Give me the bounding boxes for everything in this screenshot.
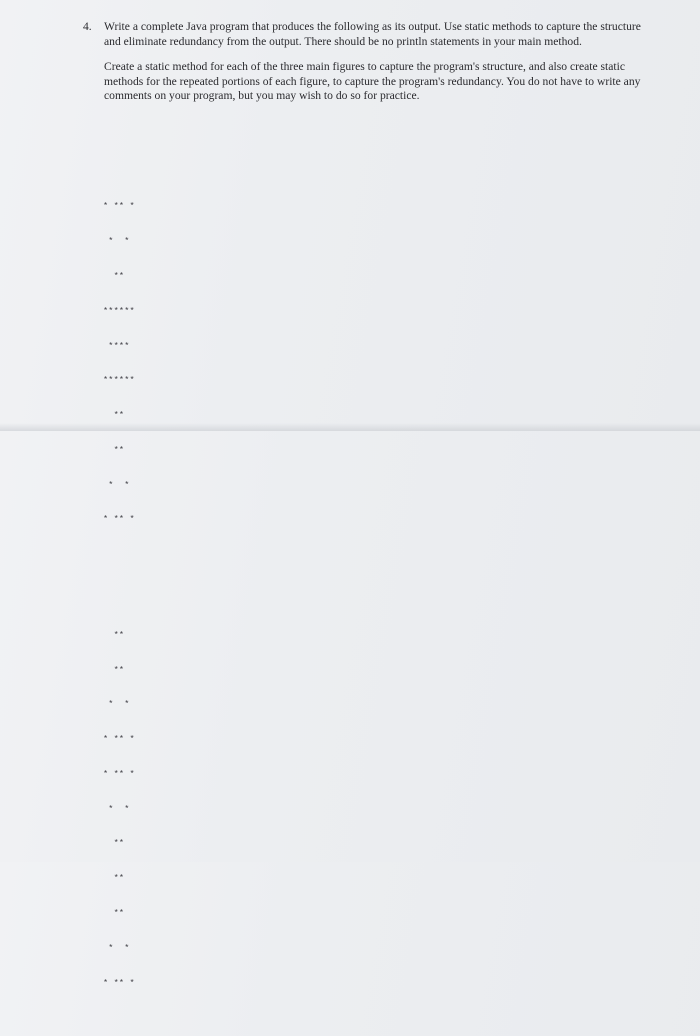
figure-1-line: ** [103,410,135,421]
figure-1-line: ** [103,444,135,455]
figure-2-line: * ** * [103,977,135,988]
figure-1-line: * ** * [103,201,135,212]
figure-1-line: **** [103,340,135,351]
figure-1-line: * * [103,236,135,247]
figure-2-line: * ** * [103,734,135,745]
question-text [104,20,656,115]
figure-2-line: * * [103,699,135,710]
figure-2-line: ** [103,629,135,640]
figure-1-line: ** [103,270,135,281]
figure-gap [103,572,163,583]
question-number: 4. [83,20,92,33]
figure-1-line: * ** * [103,514,135,525]
figure-2-line: * * [103,803,135,814]
page-bottom-shadow [0,423,700,431]
figure-2 [103,607,163,1013]
instruction-paragraph-1: Write a complete Java program that produces the following as its output. Use static methods to capture the structure and eliminate redundancy from the output. There should be no println statements in your main method. [104,20,641,48]
expected-output-figures [103,155,163,1036]
instruction-paragraph-2: Create a static method for each of the three main figures to capture the program's structure, and also create static methods for the repeated portions of each figure, to capture the program's redundancy. You do not have to write any comments on your program, but you may wish to do so for practice. [104,60,641,103]
figure-1 [103,178,163,549]
figure-1-line: ****** [103,375,135,386]
figure-2-line: * ** * [103,768,135,779]
figure-1-line: * * [103,479,135,490]
figure-2-line: ** [103,838,135,849]
figure-2-line: ** [103,908,135,918]
figure-1-line: ****** [103,305,135,316]
figure-2-line: ** [103,664,135,675]
figure-2-line: * * [103,942,135,953]
figure-2-line: ** [103,873,135,884]
